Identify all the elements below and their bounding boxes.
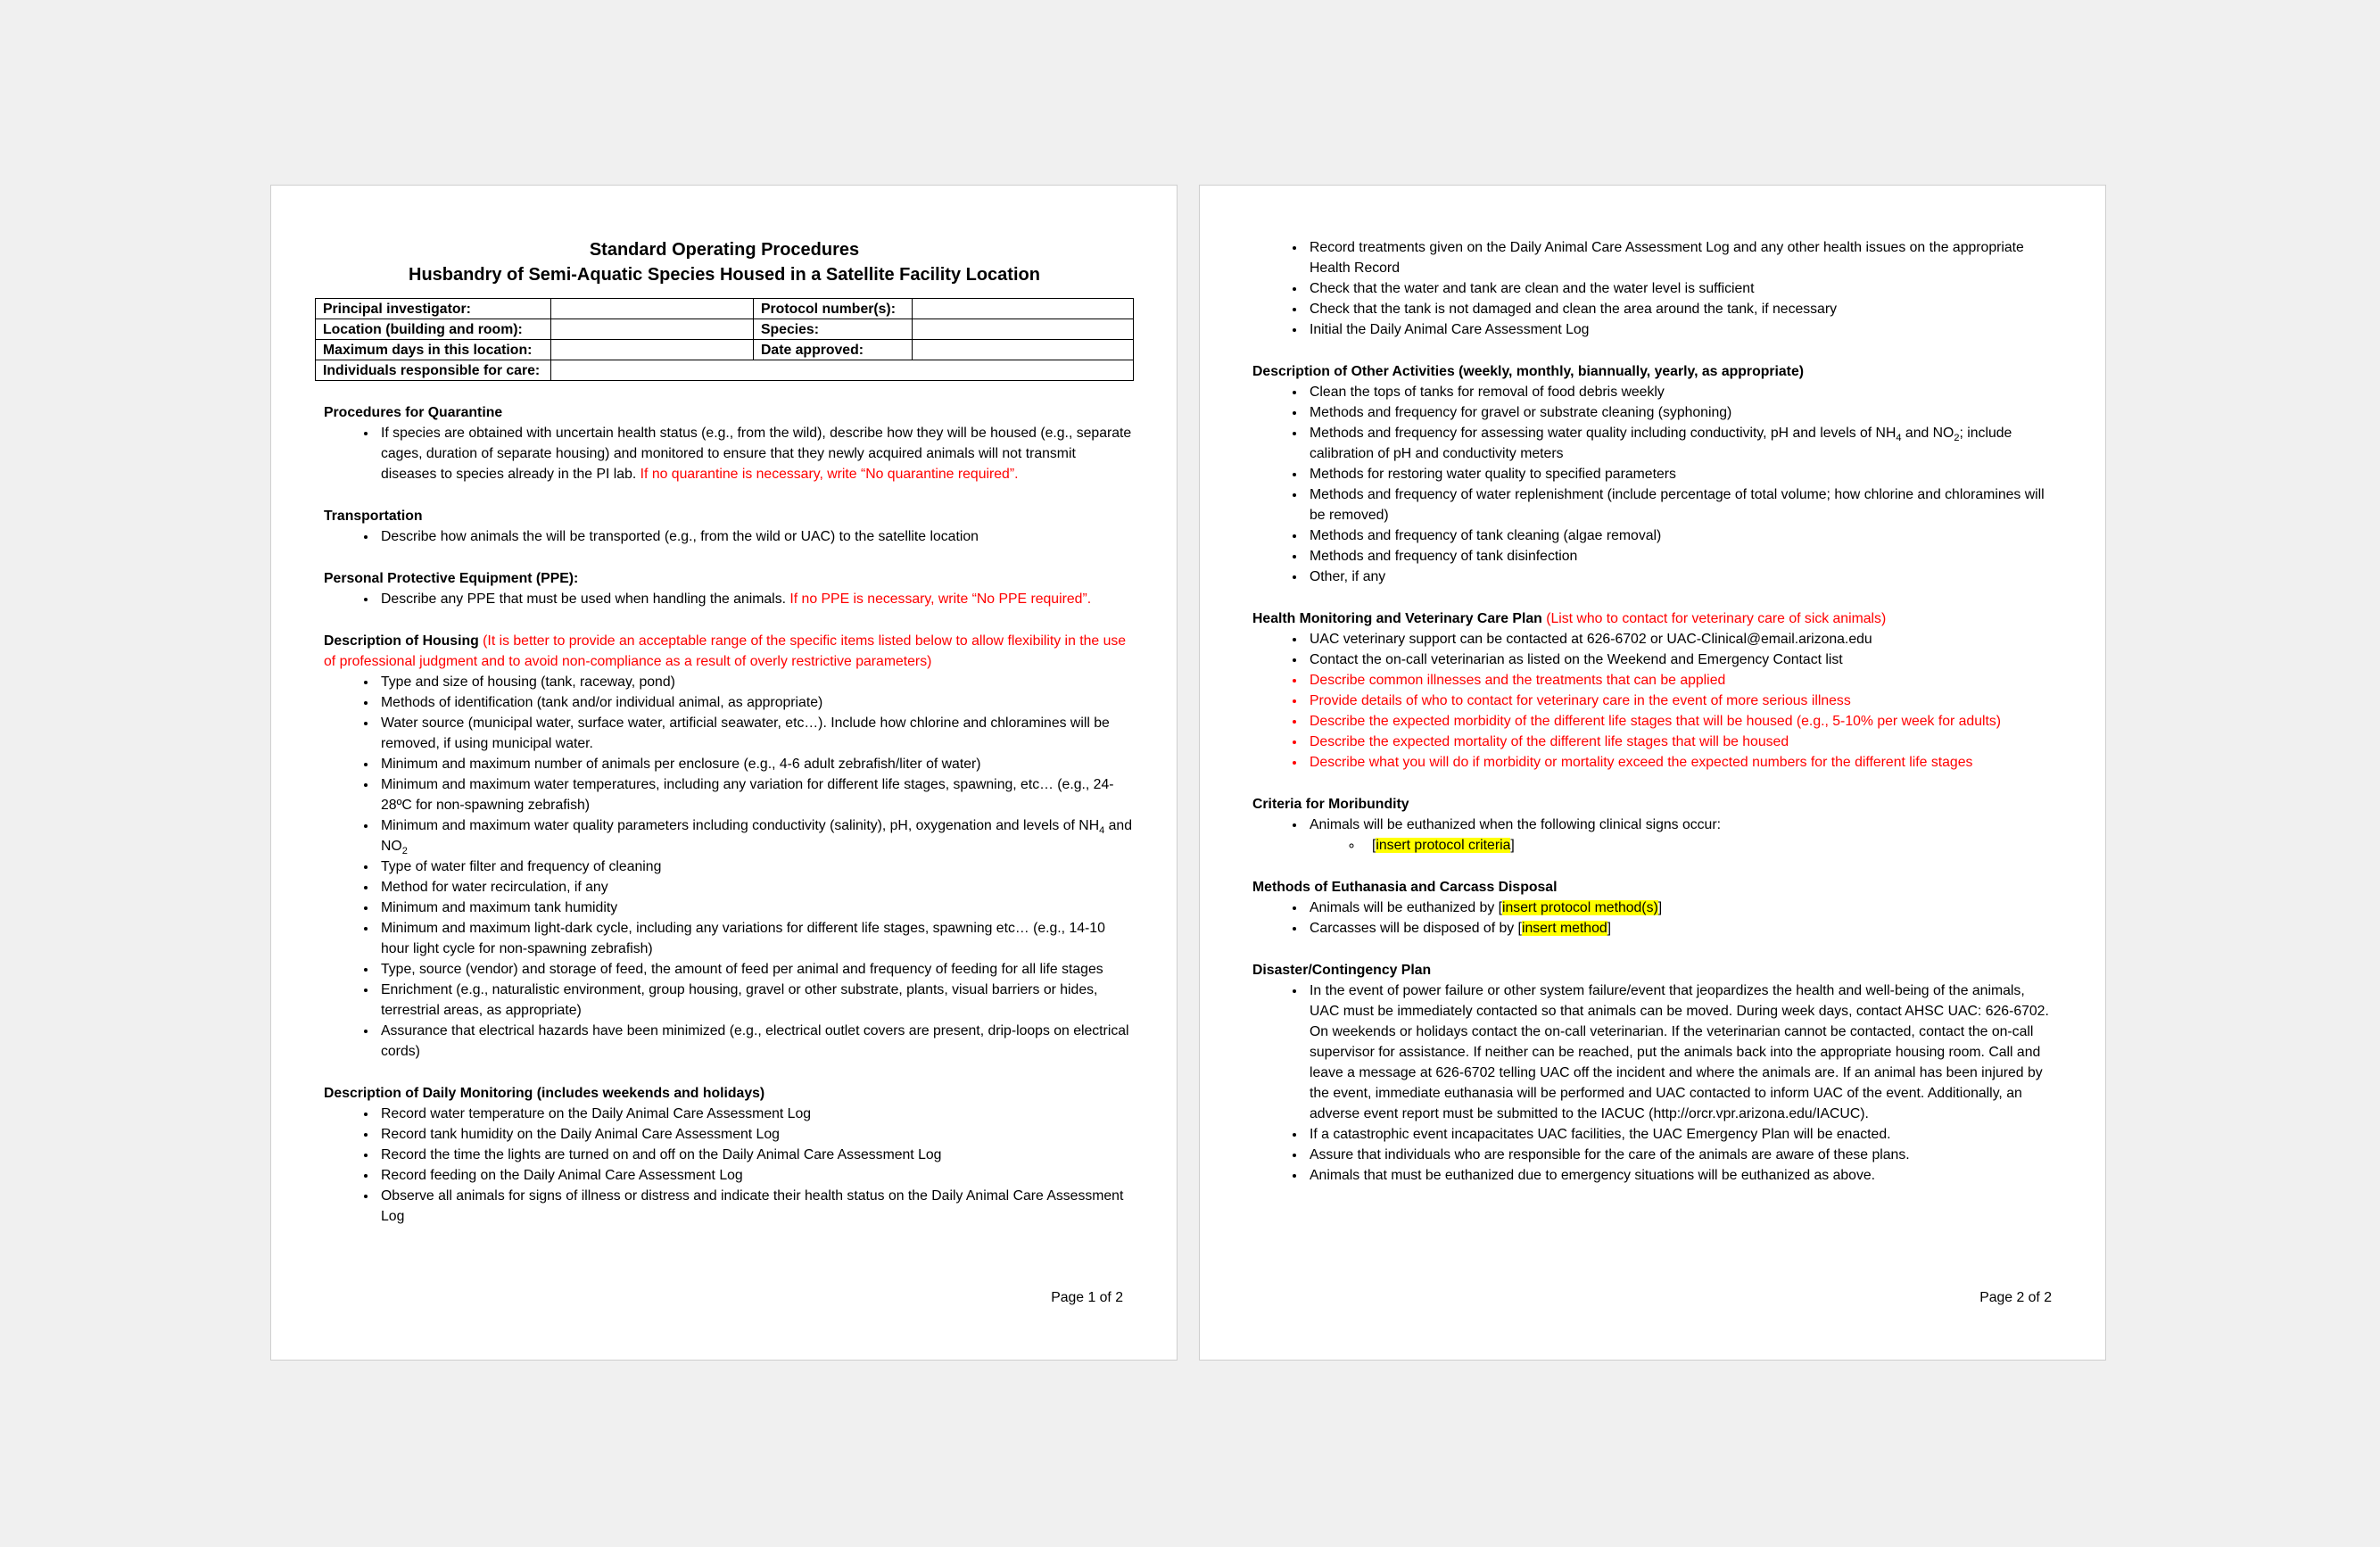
list-item: • Minimum and maximum number of animals per enclosure (e.g., 4-6 adult zebrafish/liter of water) [377, 754, 1134, 774]
species-value-cell[interactable] [913, 319, 1134, 340]
list-item [1363, 835, 2052, 856]
list-item: • Methods and frequency for gravel or substrate cleaning (syphoning) [1306, 402, 2052, 423]
list-item: • If a catastrophic event incapacitates UAC facilities, the UAC Emergency Plan will be enacted. [1306, 1124, 2052, 1145]
list-item: • Record the time the lights are turned on and off on the Daily Animal Care Assessment Log [377, 1145, 1134, 1165]
list-item: • Record treatments given on the Daily Animal Care Assessment Log and any other health issues on the appropriate Health Record [1306, 237, 2052, 278]
disaster-plan-section [1252, 960, 2052, 1186]
list-item [1306, 815, 2052, 856]
water-quality-text: Methods and frequency for assessing water quality including conductivity, pH and levels of NH [1310, 426, 1897, 441]
list-item: • Record water temperature on the Daily Animal Care Assessment Log [377, 1104, 1134, 1124]
page-2-content [1252, 237, 2052, 1186]
daily-monitoring-section [324, 1083, 1134, 1227]
protocol-info-table [315, 298, 1134, 381]
max-days-label: Maximum days in this location: [316, 340, 551, 360]
bracket-close: ] [1607, 921, 1612, 936]
health-heading-block [1252, 608, 2052, 629]
list-item: • Methods of identification (tank and/or individual animal, as appropriate) [377, 692, 1134, 713]
quarantine-item-red: If no quarantine is necessary, write “No quarantine required”. [640, 467, 1019, 482]
list-item: • Other, if any [1306, 567, 2052, 587]
ppe-item-text: Describe any PPE that must be used when handling the animals. [381, 592, 786, 607]
daily-monitoring-continued [1252, 237, 2052, 340]
disposal-method-placeholder[interactable]: insert method [1521, 921, 1607, 936]
page-number-footer: Page 1 of 2 [1051, 1290, 1123, 1305]
list-item: • Describe how animals the will be transported (e.g., from the wild or UAC) to the satellite location [377, 526, 1134, 547]
list-item: • Check that the tank is not damaged and clean the area around the tank, if necessary [1306, 299, 2052, 319]
housing-heading: Description of Housing [324, 633, 479, 649]
nh4-subscript: 4 [1099, 825, 1105, 837]
other-activities-heading: Description of Other Activities (weekly, monthly, biannually, yearly, as appropriate) [1252, 364, 1804, 379]
protocol-value-cell[interactable] [913, 299, 1134, 319]
water-quality-tail: ; include calibration of pH and conductivity meters [1310, 426, 2012, 461]
list-item: • Assure that individuals who are responsible for the care of the animals are aware of these plans. [1306, 1145, 2052, 1165]
list-item: • Observe all animals for signs of illness or distress and indicate their health status on the Daily Animal Care Assessment Log [377, 1186, 1134, 1227]
title-line-1: Standard Operating Procedures [589, 240, 860, 260]
quarantine-section [324, 402, 1134, 484]
list-item: • Methods and frequency of tank disinfection [1306, 546, 2052, 567]
document-title [315, 237, 1134, 287]
location-value-cell[interactable] [551, 319, 754, 340]
individuals-value-cell[interactable] [551, 360, 1134, 381]
protocol-label: Protocol number(s): [754, 299, 913, 319]
ppe-item-red: If no PPE is necessary, write “No PPE required”. [789, 592, 1092, 607]
pi-value-cell[interactable] [551, 299, 754, 319]
list-item [377, 423, 1134, 484]
carcass-item-text: Carcasses will be disposed of by [ [1310, 921, 1522, 936]
quarantine-item-text: If species are obtained with uncertain health status (e.g., from the wild), describe how they will be housed (e.g., separate cages, duration of separate housing) and monitored to ensure that they newly acquired animals will not transmit diseases to species already in the PI lab. [381, 426, 1132, 482]
housing-heading-note: (It is better to provide an acceptable range of the specific items listed below to allow flexibility in the use of professional judgment and to avoid non-compliance as a result of overly restrictive parameters) [324, 633, 1127, 669]
disaster-plan-heading: Disaster/Contingency Plan [1252, 963, 1432, 978]
list-item [377, 815, 1134, 856]
list-item: • Describe common illnesses and the treatments that can be applied [1306, 670, 2052, 691]
water-quality-text: Minimum and maximum water quality parameters including conductivity (salinity), pH, oxygenation and levels of NH [381, 818, 1100, 833]
list-item: • Record feeding on the Daily Animal Care Assessment Log [377, 1165, 1134, 1186]
list-item: • UAC veterinary support can be contacted at 626-6702 or UAC-Clinical@email.arizona.edu [1306, 629, 2052, 649]
list-item: • In the event of power failure or other system failure/event that jeopardizes the health and well-being of the animals, UAC must be immediately contacted so that animals can be moved. During week days, contact AHSC UAC: 626-6702. On weekends or holidays contact the on-call veterinarian. If the veterinarian cannot be contacted, contact the on-call supervisor for assistance. If neither can be reached, put the animals back into the appropriate housing room. Call and leave a message at 626-6702 telling UAC off the incident and where the animals are. If an animal has been injured by the event, immediate euthanasia will be performed and UAC contacted to inform UAC of the event. Additionally, an adverse event report must be submitted to the IACUC (http://orcr.vpr.arizona.edu/IACUC). [1306, 980, 2052, 1124]
list-item [377, 589, 1134, 609]
bracket-open: [ [1372, 838, 1376, 853]
page-1-content [315, 237, 1134, 1227]
list-item [1306, 423, 2052, 464]
water-quality-and: and NO [1901, 426, 1954, 441]
list-item: • Minimum and maximum water temperatures, including any variation for different life stages, spawning, etc… (e.g., 24-28ºC for non-spawning zebrafish) [377, 774, 1134, 815]
date-approved-value-cell[interactable] [913, 340, 1134, 360]
table-row [316, 319, 1134, 340]
table-row [316, 299, 1134, 319]
ppe-section [324, 568, 1134, 609]
water-quality-and: and NO [381, 818, 1132, 854]
list-item: • Methods for restoring water quality to specified parameters [1306, 464, 2052, 484]
date-approved-label: Date approved: [754, 340, 913, 360]
list-item: • Method for water recirculation, if any [377, 877, 1134, 898]
list-item: • Record tank humidity on the Daily Animal Care Assessment Log [377, 1124, 1134, 1145]
no2-subscript: 2 [1954, 433, 1960, 444]
health-monitoring-section [1252, 608, 2052, 773]
protocol-method-placeholder[interactable]: insert protocol method(s) [1502, 900, 1658, 915]
moribundity-section [1252, 794, 2052, 856]
protocol-criteria-placeholder[interactable]: insert protocol criteria [1376, 838, 1511, 853]
table-row [316, 360, 1134, 381]
list-item: • Minimum and maximum light-dark cycle, including any variations for different life stages, spawning etc… (e.g., 14-10 hour light cycle for non-spawning zebrafish) [377, 918, 1134, 959]
list-item: • Assurance that electrical hazards have been minimized (e.g., electrical outlet covers are present, drip-loops on electrical cords) [377, 1021, 1134, 1062]
list-item: • Contact the on-call veterinarian as listed on the Weekend and Emergency Contact list [1306, 649, 2052, 670]
ppe-heading: Personal Protective Equipment (PPE): [324, 571, 579, 586]
list-item: • Describe the expected mortality of the different life stages that will be housed [1306, 732, 2052, 752]
list-item: • Type, source (vendor) and storage of feed, the amount of feed per animal and frequency of feeding for all life stages [377, 959, 1134, 980]
daily-monitoring-heading: Description of Daily Monitoring (includes weekends and holidays) [324, 1086, 765, 1101]
list-item: • Describe what you will do if morbidity or mortality exceed the expected numbers for the different life stages [1306, 752, 2052, 773]
list-item: • Type of water filter and frequency of cleaning [377, 856, 1134, 877]
nh4-subscript: 4 [1896, 433, 1902, 444]
document-page-2 [1199, 185, 2106, 1361]
housing-section [324, 631, 1134, 1062]
list-item: • Methods and frequency of tank cleaning (algae removal) [1306, 525, 2052, 546]
list-item: • Provide details of who to contact for veterinary care in the event of more serious illness [1306, 691, 2052, 711]
euthanasia-heading: Methods of Euthanasia and Carcass Disposal [1252, 880, 1558, 895]
quarantine-heading: Procedures for Quarantine [324, 405, 503, 420]
health-heading-note: (List who to contact for veterinary care of sick animals) [1546, 611, 1887, 626]
euthanasia-section [1252, 877, 2052, 939]
other-activities-section [1252, 361, 2052, 587]
transportation-heading: Transportation [324, 509, 423, 524]
title-line-2: Husbandry of Semi-Aquatic Species Housed in a Satellite Facility Location [409, 265, 1040, 285]
list-item: • Enrichment (e.g., naturalistic environment, group housing, gravel or other substrate, plants, visual barriers or hides, terrestrial areas, as appropriate) [377, 980, 1134, 1021]
list-item: • Minimum and maximum tank humidity [377, 898, 1134, 918]
moribundity-item-text: Animals will be euthanized when the following clinical signs occur: [1310, 817, 1721, 832]
list-item: • Initial the Daily Animal Care Assessment Log [1306, 319, 2052, 340]
health-heading: Health Monitoring and Veterinary Care Plan [1252, 611, 1542, 626]
no2-subscript: 2 [401, 846, 408, 857]
bracket-close: ] [1657, 900, 1663, 915]
list-item [1306, 898, 2052, 918]
pi-label: Principal investigator: [316, 299, 551, 319]
list-item: • Methods and frequency of water replenishment (include percentage of total volume; how chlorine and chloramines will be removed) [1306, 484, 2052, 525]
list-item: • Check that the water and tank are clean and the water level is sufficient [1306, 278, 2052, 299]
species-label: Species: [754, 319, 913, 340]
euthanasia-item-text: Animals will be euthanized by [ [1310, 900, 1503, 915]
list-item: • Water source (municipal water, surface water, artificial seawater, etc…). Include how chlorine and chloramines will be removed, if using municipal water. [377, 713, 1134, 754]
transportation-section [324, 506, 1134, 547]
max-days-value-cell[interactable] [551, 340, 754, 360]
table-row [316, 340, 1134, 360]
location-label: Location (building and room): [316, 319, 551, 340]
housing-heading-block [324, 631, 1134, 672]
bracket-close: ] [1510, 838, 1515, 853]
list-item: • Clean the tops of tanks for removal of food debris weekly [1306, 382, 2052, 402]
moribundity-heading: Criteria for Moribundity [1252, 797, 1409, 812]
individuals-label: Individuals responsible for care: [316, 360, 551, 381]
page-number-footer: Page 2 of 2 [1979, 1290, 2052, 1305]
document-page-1 [270, 185, 1178, 1361]
list-item: • Animals that must be euthanized due to emergency situations will be euthanized as above. [1306, 1165, 2052, 1186]
list-item [1306, 918, 2052, 939]
list-item: • Describe the expected morbidity of the different life stages that will be housed (e.g., 5-10% per week for adults) [1306, 711, 2052, 732]
list-item: • Type and size of housing (tank, raceway, pond) [377, 672, 1134, 692]
